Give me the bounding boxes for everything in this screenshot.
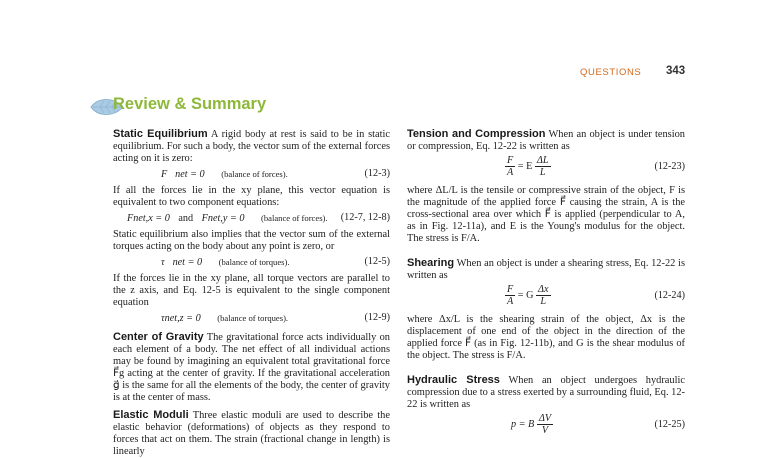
running-header-section: QUESTIONS — [580, 67, 642, 78]
section-title: Review & Summary — [113, 95, 267, 113]
left-column — [113, 128, 390, 458]
page-number: 343 — [666, 65, 686, 77]
hydraulic-heading: Hydraulic Stress — [407, 374, 500, 386]
center-of-gravity-heading: Center of Gravity — [113, 331, 204, 343]
elastic-moduli-paragraph: Elastic Moduli Three elastic moduli are used to describe the elastic behavior (deformations) of objects as they respond to forces that act on them. The strain (fractional change in length) is linearly — [113, 409, 390, 457]
equation-12-7-8: Fnet,x = 0 and Fnet,y = 0 (balance of forces). (12-7, 12-8) — [127, 212, 390, 224]
static-paragraph-3: Static equilibrium also implies that the vector sum of the external torques acting on the body about any point is zero, or — [113, 229, 390, 252]
static-heading: Static Equilibrium — [113, 128, 208, 140]
static-paragraph-1: Static Equilibrium A rigid body at rest is said to be in static equilibrium. For such a body, the vector sum of the external forces acting on it is zero: — [113, 128, 390, 164]
equation-12-23: $\frac{F}{A}$ = E $\frac{\Delta L}{L}$ (12-23) — [507, 155, 685, 178]
tension-paragraph-2: where ΔL/L is the tensile or compressive strain of the object, F is the magnitude of the applied force F⃗ causing the strain, A is the cross-sectional area over which F⃗ is applied (perpendicular to A, as in Fig. 12-11a), and E is the Young's modulus for the object. The stress is F/A. — [407, 185, 685, 244]
static-paragraph-4: If the forces lie in the xy plane, all torque vectors are parallel to the z axis, and Eq. 12-5 is equivalent to the single component equation — [113, 273, 390, 308]
tension-heading: Tension and Compression — [407, 128, 546, 140]
tension-paragraph-1: Tension and Compression When an object is under tension or compression, Eq. 12-22 is written as — [407, 128, 685, 152]
static-paragraph-2: If all the forces lie in the xy plane, this vector equation is equivalent to two component equations: — [113, 185, 390, 208]
hydraulic-paragraph-1: Hydraulic Stress When an object undergoes hydraulic compression due to a stress exerted by a surrounding fluid, Eq. 12-22 is written as — [407, 374, 685, 410]
equation-12-3: F⃗net = 0 (balance of forces). (12-3) — [161, 168, 390, 180]
shearing-paragraph-2: where Δx/L is the shearing strain of the object, Δx is the displacement of one end of the object in the direction of the applied force F⃗ (as in Fig. 12-11b), and G is the shear modulus of the object. The stress is F/A. — [407, 314, 685, 361]
right-column — [407, 128, 685, 439]
shearing-heading: Shearing — [407, 257, 455, 269]
shearing-paragraph-1: Shearing When an object is under a shearing stress, Eq. 12-22 is written as — [407, 257, 685, 281]
equation-12-25: p = B $\frac{\Delta V}{V}$ (12-25) — [511, 413, 685, 436]
equation-12-9: τnet,z = 0 (balance of torques). (12-9) — [161, 312, 390, 324]
elastic-moduli-heading: Elastic Moduli — [113, 409, 189, 421]
equation-12-24: $\frac{F}{A}$ = G $\frac{\Delta x}{L}$ (12-24) — [507, 284, 685, 307]
center-of-gravity-paragraph: Center of Gravity The gravitational force acts individually on each element of a body. The net effect of all individual actions may be found by imagining an equivalent total gravitational force F⃗g acting at the center of gravity. If the gravitational acceleration g⃗ is the same for all the elements of the body, the center of gravity is at the center of mass. — [113, 331, 390, 403]
equation-12-5: τ⃗net = 0 (balance of torques). (12-5) — [161, 256, 390, 268]
